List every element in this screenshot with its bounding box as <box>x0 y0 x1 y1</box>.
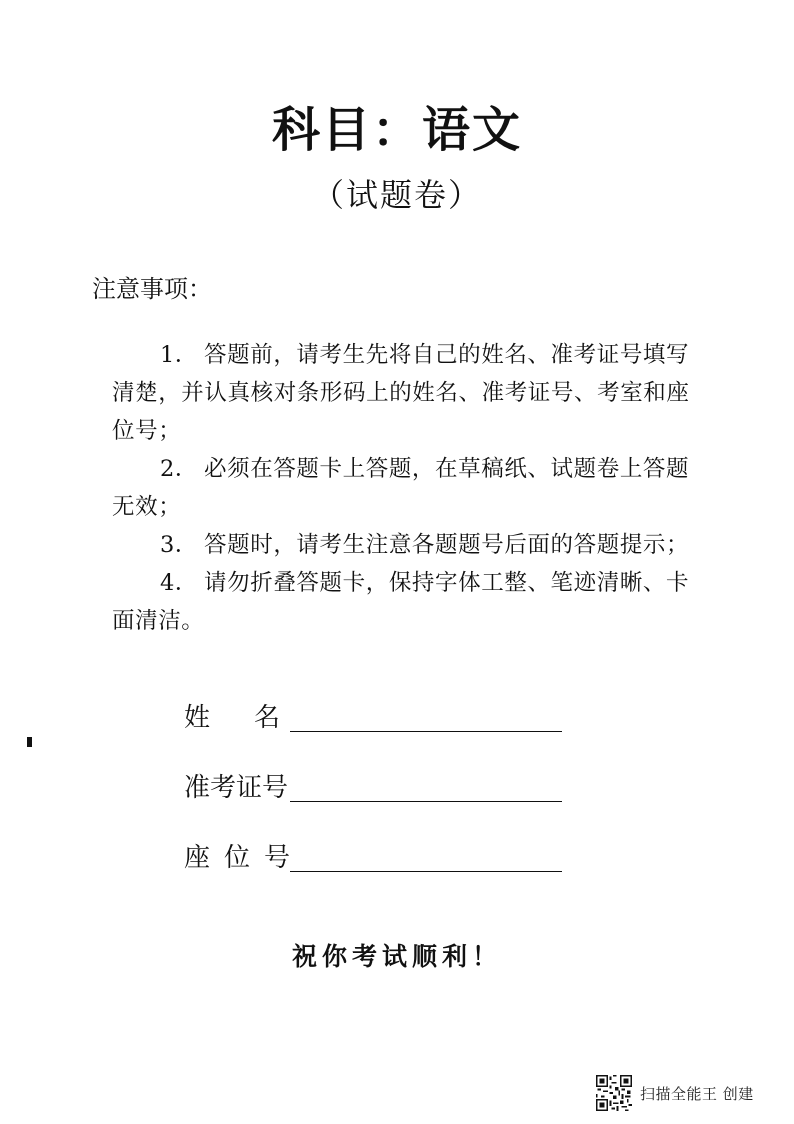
ticket-number-blank-line[interactable] <box>290 771 562 802</box>
note-item <box>112 564 702 640</box>
note-text: 答题前，请考生先将自己的姓名、准考证号填写清楚，并认真核对条形码上的姓名、准考证号、考室和座位号； <box>112 342 690 444</box>
notes-list <box>112 336 702 640</box>
name-blank-line[interactable] <box>290 701 562 732</box>
note-number: 4． <box>160 570 199 596</box>
seat-number-blank-line[interactable] <box>290 841 562 872</box>
seat-number-field <box>184 838 562 878</box>
watermark-text: 扫描全能王 创建 <box>640 1084 754 1103</box>
name-label: 姓名 <box>184 703 325 733</box>
note-text: 请勿折叠答题卡，保持字体工整、笔迹清晰、卡面清洁。 <box>112 570 690 634</box>
name-field <box>184 698 562 738</box>
note-item <box>112 336 702 450</box>
notes-heading: 注意事项： <box>92 275 212 303</box>
note-number: 2． <box>160 456 199 482</box>
good-luck-message: 祝你考试顺利！ <box>291 942 502 971</box>
note-item <box>112 450 702 526</box>
note-item <box>112 526 702 564</box>
note-text: 答题时，请考生注意各题题号后面的答题提示； <box>204 532 690 558</box>
page-title: 科目：语文 <box>271 102 522 158</box>
scanner-watermark <box>596 1073 754 1113</box>
note-number: 1． <box>160 342 199 368</box>
page-subtitle: （试题卷） <box>311 176 482 214</box>
scan-margin-mark <box>27 737 32 747</box>
qr-code-icon <box>596 1075 632 1111</box>
note-text: 必须在答题卡上答题，在草稿纸、试题卷上答题无效； <box>112 456 690 520</box>
ticket-number-label: 准考证号 <box>184 773 289 803</box>
note-number: 3． <box>160 532 199 558</box>
ticket-number-field <box>184 768 562 808</box>
seat-number-label: 座位号 <box>184 843 305 873</box>
